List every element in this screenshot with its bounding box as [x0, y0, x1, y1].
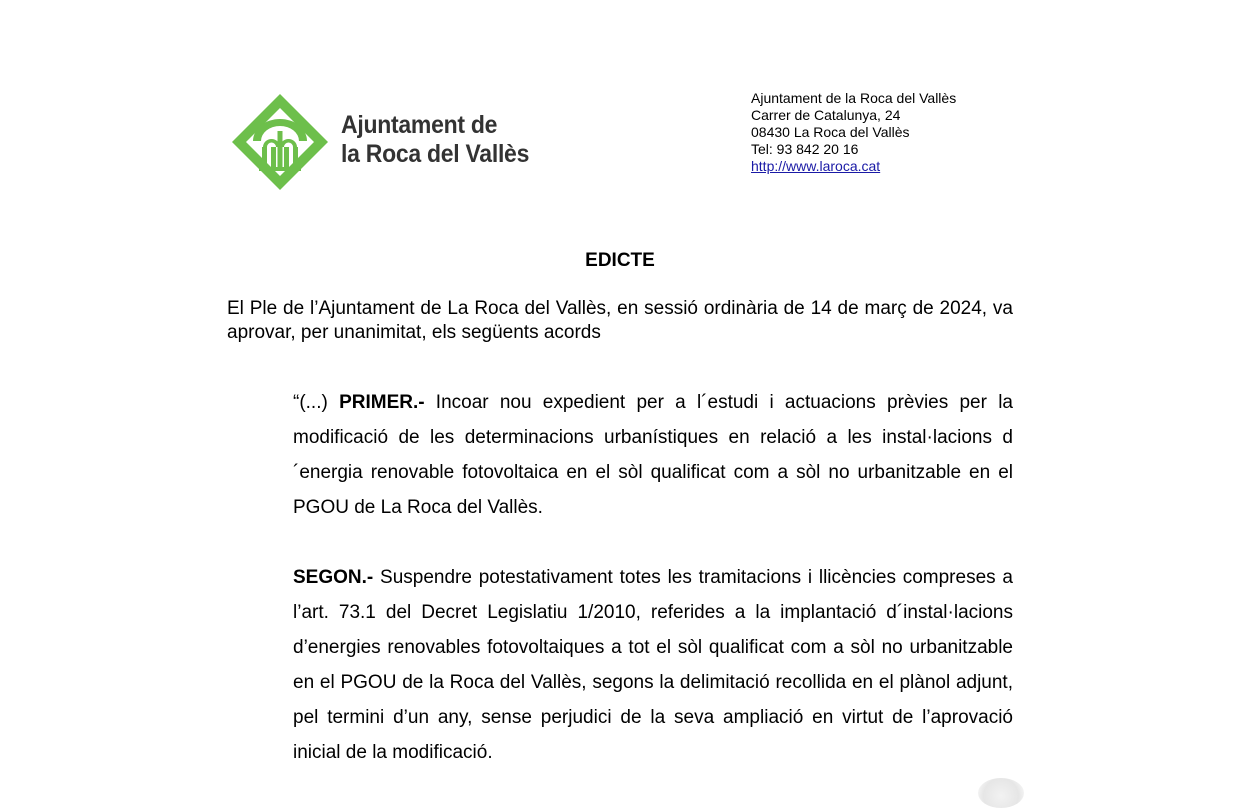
arches-emblem-icon: [229, 91, 331, 193]
seal-stamp-icon: [978, 778, 1024, 808]
phone-line: Tel: 93 842 20 16: [751, 141, 859, 157]
acord-text: Suspendre potestativament totes les tramitacions i llicències compreses a l’art. 73.1 del Decret Legislatiu 1/2010, referides a la implantació d´instal·lacions d’energies renovables fotovoltaiques a tot el sòl qualificat com a sòl no urbanitzable en el PGOU de la Roca del Vallès, segons la delimitació recollida en el plànol adjunt, pel termini d’un any, sense perjudici de la seva ampliació en virtut de l’aprovació inicial de la modificació.: [293, 567, 1013, 763]
acord-prefix: “(...): [293, 392, 340, 413]
municipal-logo: [229, 91, 549, 193]
logo-text-line2: la Roca del Vallès: [341, 140, 530, 168]
document-title: EDICTE: [585, 250, 655, 271]
acord-label: SEGON.-: [293, 567, 374, 588]
address-line: 08430 La Roca del Vallès: [751, 124, 910, 140]
acord-segon: [293, 560, 1013, 770]
address-line: Ajuntament de la Roca del Vallès: [751, 90, 957, 106]
address-line: Carrer de Catalunya, 24: [751, 107, 901, 123]
website-link[interactable]: http://www.laroca.cat: [751, 158, 881, 174]
acord-text: Incoar nou expedient per a l´estudi i actuacions prèvies per la modificació de les determinacions urbanístiques en relació a les instal·lacions d´energia renovable fotovoltaica en el sòl qualificat com a sòl no urbanitzable en el PGOU de La Roca del Vallès.: [293, 392, 1013, 518]
address-block: [751, 90, 956, 175]
logo-wordmark: [341, 111, 529, 169]
logo-text-line1: Ajuntament de: [341, 111, 498, 139]
acord-primer: [293, 385, 1013, 525]
acord-label: PRIMER.-: [339, 392, 425, 413]
intro-paragraph: El Ple de l’Ajuntament de La Roca del Vallès, en sessió ordinària de 14 de març de 2024, va aprovar, per unanimitat, els següents acords: [227, 298, 1013, 343]
